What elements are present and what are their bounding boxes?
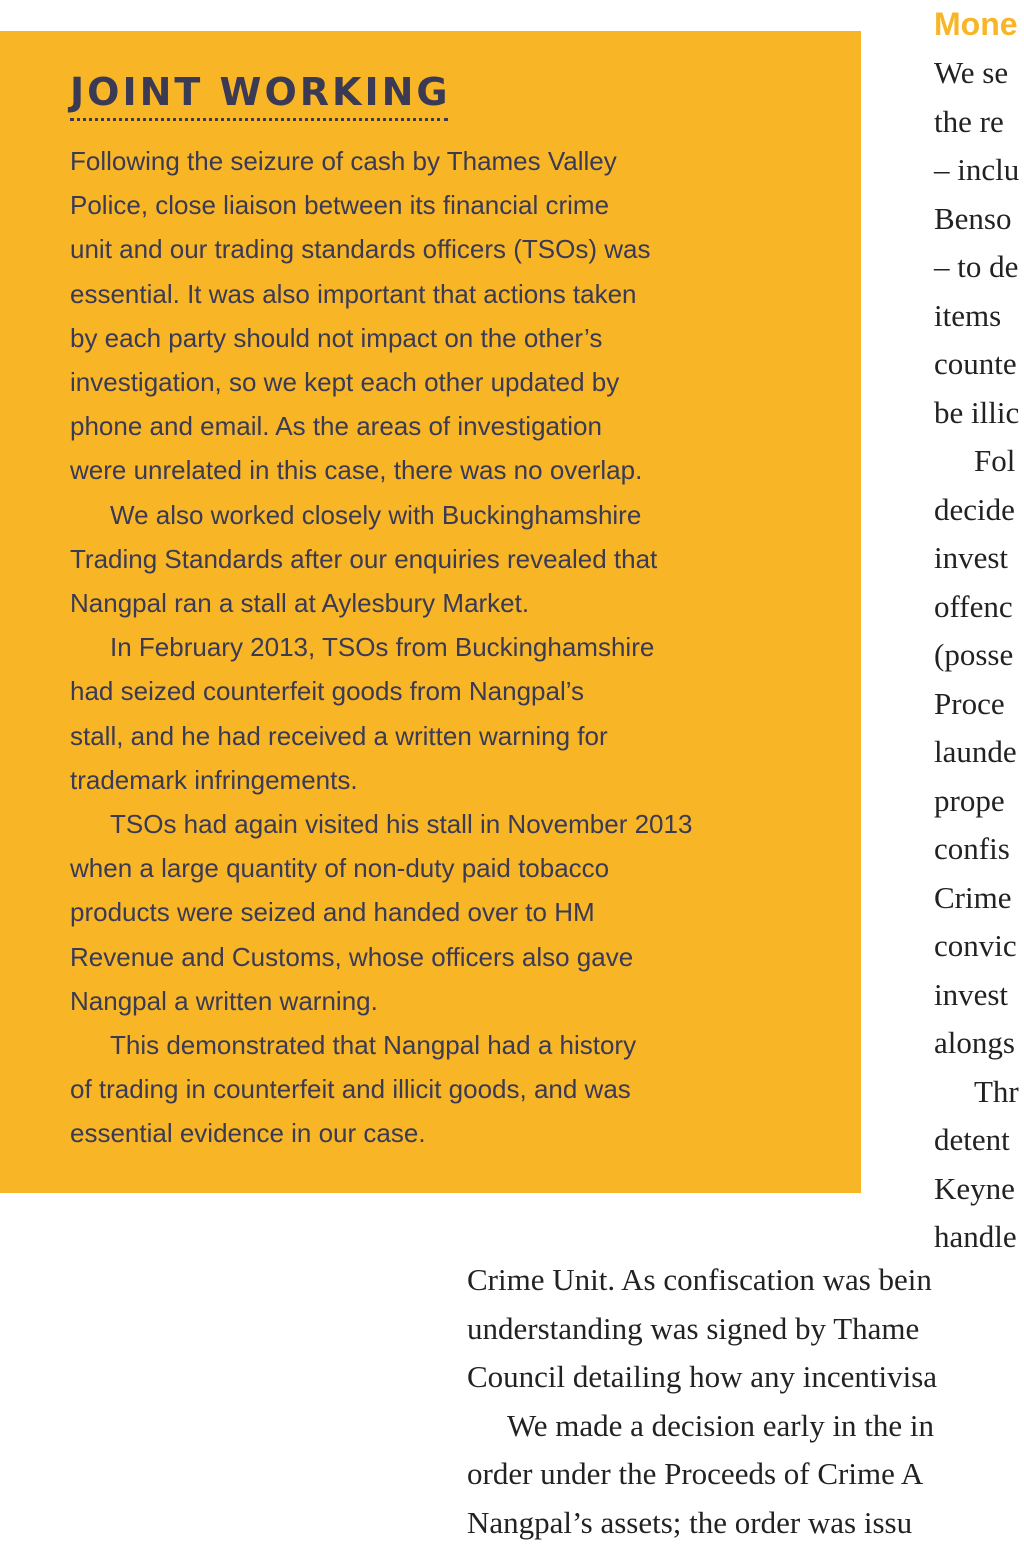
sidebar-line: Revenue and Customs, whose officers also gave xyxy=(70,942,633,972)
main-text-line: Nangpal’s assets; the order was issu xyxy=(467,1499,937,1547)
sidebar-line: TSOs had again visited his stall in November 2013 xyxy=(110,809,692,839)
main-text-line: the re xyxy=(934,98,1019,147)
sidebar-line: We also worked closely with Buckinghamshire xyxy=(110,500,641,530)
sidebar-line: Nangpal a written warning. xyxy=(70,986,378,1016)
sidebar-line: Nangpal ran a stall at Aylesbury Market. xyxy=(70,588,529,618)
main-text-line: Keyne xyxy=(934,1165,1019,1214)
sidebar-line: essential. It was also important that actions taken xyxy=(70,279,637,309)
sidebar-line: when a large quantity of non-duty paid tobacco xyxy=(70,853,609,883)
main-text-line: decide xyxy=(934,486,1019,535)
main-text-line: Benso xyxy=(934,195,1019,244)
sidebar-title: JOINT WORKING xyxy=(70,68,451,116)
sidebar-line: phone and email. As the areas of investigation xyxy=(70,411,602,441)
title-dotted-rule xyxy=(70,118,448,121)
main-text-line: offenc xyxy=(934,583,1019,632)
sidebar-line: This demonstrated that Nangpal had a history xyxy=(110,1030,636,1060)
sidebar-paragraph xyxy=(70,625,810,802)
main-text-line: prope xyxy=(934,777,1019,826)
sidebar-paragraph xyxy=(70,139,810,493)
sidebar-line: investigation, so we kept each other updated by xyxy=(70,367,619,397)
main-text-line: Thr xyxy=(934,1068,1019,1117)
main-text-line: alongs xyxy=(934,1019,1019,1068)
main-text-line: Fol xyxy=(934,437,1019,486)
main-text-line: – inclu xyxy=(934,146,1019,195)
main-text-line: counte xyxy=(934,340,1019,389)
sidebar-line: of trading in counterfeit and illicit goods, and was xyxy=(70,1074,631,1104)
main-text-line: Crime Unit. As confiscation was bein xyxy=(467,1256,937,1305)
sidebar-line: products were seized and handed over to HM xyxy=(70,897,595,927)
main-text-line: confis xyxy=(934,825,1019,874)
sidebar-body xyxy=(70,139,810,1156)
main-text-line: invest xyxy=(934,534,1019,583)
main-text-line: (posse xyxy=(934,631,1019,680)
main-text-line: invest xyxy=(934,971,1019,1020)
main-text-line: detent xyxy=(934,1116,1019,1165)
sidebar-line: In February 2013, TSOs from Buckinghamshire xyxy=(110,632,654,662)
main-text-line: Proce xyxy=(934,680,1019,729)
sidebar-line: Following the seizure of cash by Thames Valley xyxy=(70,146,617,176)
main-text-line: Crime xyxy=(934,874,1019,923)
main-text-line: convic xyxy=(934,922,1019,971)
sidebar-line: stall, and he had received a written warning for xyxy=(70,721,608,751)
main-text-line: order under the Proceeds of Crime A xyxy=(467,1450,937,1499)
sidebar-line: essential evidence in our case. xyxy=(70,1118,426,1148)
sidebar-line: Trading Standards after our enquiries revealed that xyxy=(70,544,657,574)
main-text-line: handle xyxy=(934,1213,1019,1262)
sidebar-paragraph xyxy=(70,1023,810,1156)
main-text-line: launde xyxy=(934,728,1019,777)
main-text-line: We se xyxy=(934,49,1019,98)
sidebar-line: Police, close liaison between its financial crime xyxy=(70,190,609,220)
main-text-line: Council detailing how any incentivisa xyxy=(467,1353,937,1402)
sidebar-line: were unrelated in this case, there was no overlap. xyxy=(70,455,642,485)
sidebar-line: unit and our trading standards officers (TSOs) was xyxy=(70,234,650,264)
sidebar-line: by each party should not impact on the other’s xyxy=(70,323,602,353)
main-text-line: We made a decision early in the in xyxy=(467,1402,937,1451)
sidebar-paragraph xyxy=(70,802,810,1023)
main-section-heading: Mone xyxy=(934,0,1018,48)
sidebar-line: trademark infringements. xyxy=(70,765,358,795)
main-text-line: be illic xyxy=(934,389,1019,438)
main-column-right xyxy=(934,49,1019,1262)
sidebar-line: had seized counterfeit goods from Nangpal’s xyxy=(70,676,584,706)
sidebar-paragraph xyxy=(70,493,810,626)
main-column-bottom xyxy=(467,1256,937,1547)
main-text-line: understanding was signed by Thame xyxy=(467,1305,937,1354)
main-text-line: items xyxy=(934,292,1019,341)
main-text-line: – to de xyxy=(934,243,1019,292)
